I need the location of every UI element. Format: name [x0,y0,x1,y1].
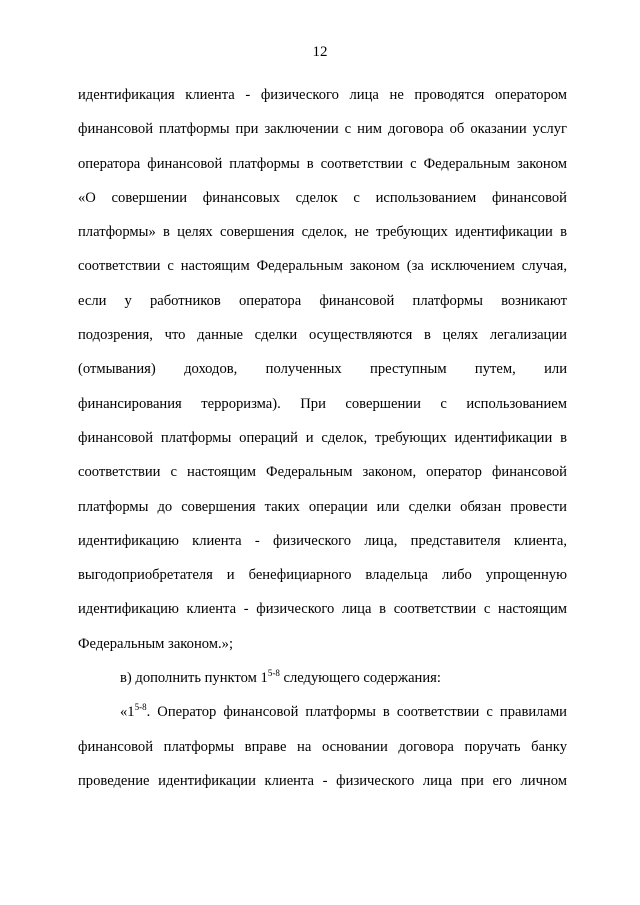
text-line: подозрения, что данные сделки осуществляются в целях легализации [78,327,567,344]
text-line: платформы до совершения таких операции или сделки обязан провести [78,498,567,515]
quote-text: . Оператор финансовой платформы в соответствии с правилами [146,704,567,721]
text-line: Федеральным законом.»; [78,635,234,652]
text-line: «О совершении финансовых сделок с использованием финансовой [78,189,567,206]
paragraph-quote-start [78,695,567,729]
text-line: если у работников оператора финансовой платформы возникают [78,292,567,309]
item-v-text: в) дополнить пунктом 1 [120,670,268,687]
text-line: финансовой платформы вправе на основании договора поручать банку [78,738,567,755]
text-line: соответствии с настоящим Федеральным законом, оператор финансовой [78,464,567,481]
item-v-text-end: следующего содержания: [279,670,441,687]
paragraph-item-v [78,661,567,695]
paragraph-main [78,78,567,661]
quote-open-text: «1 [120,704,135,721]
text-line: выгодоприобретателя и бенефициарного владельца либо упрощенную [78,567,567,584]
paragraph-quote-cont [78,730,567,799]
page-number: 12 [312,44,328,60]
text-line: финансирования терроризма). При совершении с использованием [78,395,567,412]
text-line: оператора финансовой платформы в соответствии с Федеральным законом [78,155,567,172]
text-line: идентификацию клиента - физического лица, представителя клиента, [78,532,567,549]
text-line: финансовой платформы при заключении с ним договора об оказании услуг [78,121,567,138]
item-v-superscript: 5-8 [267,668,280,679]
text-line: платформы» в целях совершения сделок, не требующих идентификации в [78,224,567,241]
text-line: проведение идентификации клиента - физического лица при его личном [78,772,567,789]
body-text [78,78,567,798]
text-line: (отмывания) доходов, полученных преступным путем, или [78,361,567,378]
text-line: финансовой платформы операций и сделок, требующих идентификации в [78,429,567,446]
text-line: идентификация клиента - физического лица не проводятся оператором [78,87,567,103]
text-line: идентификацию клиента - физического лица в соответствии с настоящим [78,601,567,618]
quote-superscript: 5-8 [134,702,147,713]
text-line: соответствии с настоящим Федеральным законом (за исключением случая, [78,258,567,275]
